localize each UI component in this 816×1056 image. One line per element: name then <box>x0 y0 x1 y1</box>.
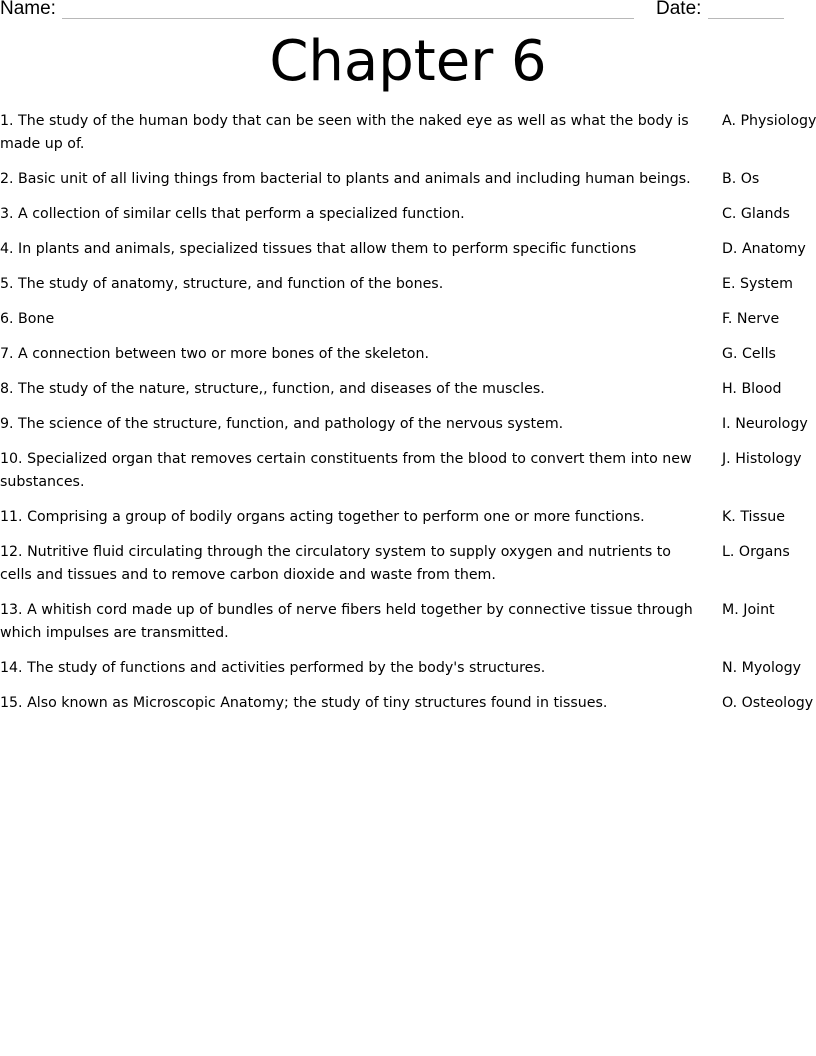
question-text: 2. Basic unit of all living things from bacterial to plants and animals and including human beings. <box>0 171 691 187</box>
question-text: 11. Comprising a group of bodily organs acting together to perform one or more functions. <box>0 509 645 525</box>
matching-row <box>0 692 816 715</box>
matching-row <box>0 413 816 436</box>
matching-row <box>0 506 816 529</box>
matching-row <box>0 308 816 331</box>
answer-option: N. Myology <box>722 660 801 676</box>
question-text: 5. The study of anatomy, structure, and function of the bones. <box>0 276 444 292</box>
question-text: 14. The study of functions and activities performed by the body's structures. <box>0 660 546 676</box>
answer-option: E. System <box>722 276 793 292</box>
answer-option: D. Anatomy <box>722 241 806 257</box>
answer-option: C. Glands <box>722 206 790 222</box>
matching-row <box>0 238 816 261</box>
matching-row <box>0 203 816 226</box>
matching-row <box>0 168 816 191</box>
name-label: Name: <box>0 0 56 19</box>
matching-row <box>0 343 816 366</box>
question-text: 6. Bone <box>0 311 55 327</box>
answer-option: I. Neurology <box>722 416 808 432</box>
question-text: 4. In plants and animals, specialized tissues that allow them to perform specific functions <box>0 241 637 257</box>
matching-list <box>0 110 816 727</box>
question-text: 8. The study of the nature, structure,, function, and diseases of the muscles. <box>0 381 545 397</box>
matching-row <box>0 541 816 587</box>
matching-row <box>0 448 816 494</box>
matching-row <box>0 110 816 156</box>
answer-option: B. Os <box>722 171 760 187</box>
worksheet-header <box>0 0 816 24</box>
answer-option: A. Physiology <box>722 113 816 129</box>
answer-option: K. Tissue <box>722 509 785 525</box>
answer-option: M. Joint <box>722 602 775 618</box>
page-title: Chapter 6 <box>269 29 547 94</box>
question-text: 9. The science of the structure, function, and pathology of the nervous system. <box>0 416 564 432</box>
answer-option: G. Cells <box>722 346 776 362</box>
question-text: 7. A connection between two or more bones of the skeleton. <box>0 346 429 362</box>
question-text: 15. Also known as Microscopic Anatomy; the study of tiny structures found in tissues. <box>0 695 608 711</box>
date-blank-line[interactable] <box>708 18 784 19</box>
question-text: 10. Specialized organ that removes certain constituents from the blood to convert them into new substances. <box>0 451 692 490</box>
answer-option: L. Organs <box>722 544 790 560</box>
answer-option: O. Osteology <box>722 695 814 711</box>
question-text: 3. A collection of similar cells that perform a specialized function. <box>0 206 465 222</box>
matching-row <box>0 599 816 645</box>
answer-option: F. Nerve <box>722 311 780 327</box>
question-text: 12. Nutritive fluid circulating through the circulatory system to supply oxygen and nutrients to cells and tissues and to remove carbon dioxide and waste from them. <box>0 544 671 583</box>
matching-row <box>0 657 816 680</box>
question-text: 13. A whitish cord made up of bundles of nerve fibers held together by connective tissue through which impulses are transmitted. <box>0 602 693 641</box>
matching-row <box>0 273 816 296</box>
question-text: 1. The study of the human body that can be seen with the naked eye as well as what the body is made up of. <box>0 113 689 152</box>
answer-option: J. Histology <box>722 451 802 467</box>
date-label: Date: <box>656 0 702 19</box>
answer-option: H. Blood <box>722 381 782 397</box>
matching-row <box>0 378 816 401</box>
name-blank-line[interactable] <box>62 18 634 19</box>
